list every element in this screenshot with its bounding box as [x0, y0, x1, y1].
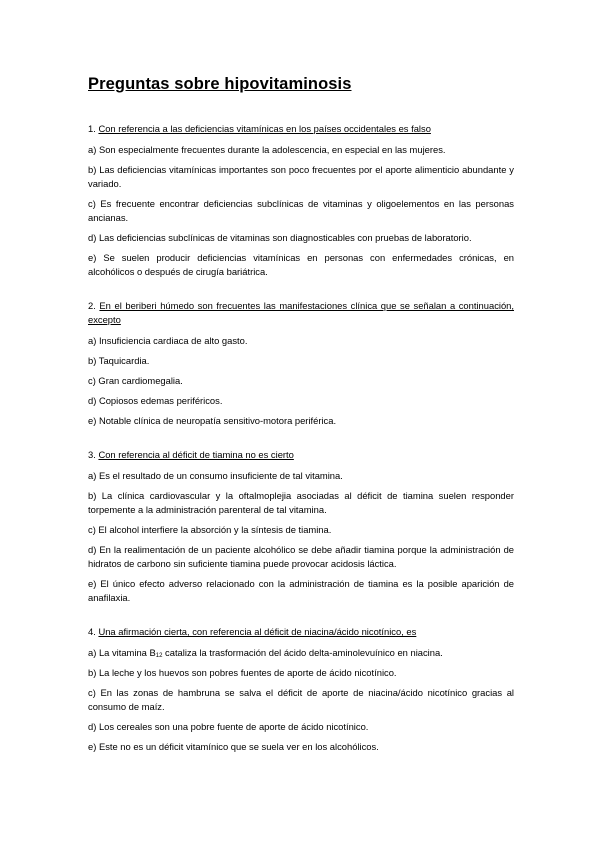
question-text: Con referencia al déficit de tiamina no es cierto — [98, 449, 294, 460]
option-b: b) Las deficiencias vitamínicas importantes son poco frecuentes por el aporte alimenticio abundante y variado. — [88, 164, 514, 189]
option-b: b) Taquicardia. — [88, 355, 150, 366]
option-c: c) El alcohol interfiere la absorción y la síntesis de tiamina. — [88, 524, 332, 535]
option-a: a) Son especialmente frecuentes durante la adolescencia, en especial en las mujeres. — [88, 144, 446, 155]
option-d: d) Las deficiencias subclínicas de vitaminas son diagnosticables con pruebas de laboratorio. — [88, 232, 472, 243]
option-a — [88, 646, 514, 660]
option-e: e) Notable clínica de neuropatía sensitivo-motora periférica. — [88, 415, 337, 426]
question-number: 1. — [88, 123, 96, 134]
option-a-before: a) La vitamina B — [88, 647, 156, 658]
question-4 — [88, 625, 514, 754]
question-3-stem — [88, 448, 514, 462]
option-e: e) El único efecto adverso relacionado con la administración de tiamina es la posible aparición de anafilaxia. — [88, 578, 514, 603]
option-c: c) Gran cardiomegalia. — [88, 375, 183, 386]
question-1-stem — [88, 122, 514, 136]
option-b: b) La clínica cardiovascular y la oftalmoplejia asociadas al déficit de tiamina suelen responder torpemente a la administración parenteral de tal vitamina. — [88, 490, 514, 515]
option-d: d) Copiosos edemas periféricos. — [88, 395, 223, 406]
question-2 — [88, 299, 514, 428]
option-a: a) Insuficiencia cardiaca de alto gasto. — [88, 335, 248, 346]
option-c: c) Es frecuente encontrar deficiencias subclínicas de vitaminas y oligoelementos en las personas ancianas. — [88, 198, 514, 223]
question-text: Con referencia a las deficiencias vitamínicas en los países occidentales es falso — [98, 123, 431, 134]
subscript-12: 12 — [155, 653, 163, 659]
option-d: d) En la realimentación de un paciente alcohólico se debe añadir tiamina porque la administración de hidratos de carbono sin suficiente tiamina puede provocar acidosis láctica. — [88, 544, 514, 569]
option-e: e) Este no es un déficit vitamínico que se suela ver en los alcohólicos. — [88, 741, 379, 752]
question-4-stem — [88, 625, 514, 639]
option-d: d) Los cereales son una pobre fuente de aporte de ácido nicotínico. — [88, 721, 369, 732]
option-a-after: cataliza la trasformación del ácido delta-aminolevuínico en niacina. — [162, 647, 443, 658]
option-e: e) Se suelen producir deficiencias vitamínicas en personas con enfermedades crónicas, en alcohólicos o después de cirugía bariátrica. — [88, 252, 514, 277]
question-number: 4. — [88, 626, 96, 637]
question-number: 3. — [88, 449, 96, 460]
option-a: a) Es el resultado de un consumo insuficiente de tal vitamina. — [88, 470, 343, 481]
question-2-stem — [88, 299, 514, 327]
document-title: Preguntas sobre hipovitaminosis — [88, 75, 352, 93]
question-1 — [88, 122, 514, 279]
option-c: c) En las zonas de hambruna se salva el déficit de aporte de niacina/ácido nicotínico gracias al consumo de maíz. — [88, 687, 514, 712]
option-b: b) La leche y los huevos son pobres fuentes de aporte de ácido nicotínico. — [88, 667, 397, 678]
question-text: En el beriberi húmedo son frecuentes las manifestaciones clínica que se señalan a continuación, excepto — [88, 300, 514, 325]
question-number: 2. — [88, 300, 96, 311]
question-text: Una afirmación cierta, con referencia al déficit de niacina/ácido nicotínico, es — [98, 626, 417, 637]
question-3 — [88, 448, 514, 605]
